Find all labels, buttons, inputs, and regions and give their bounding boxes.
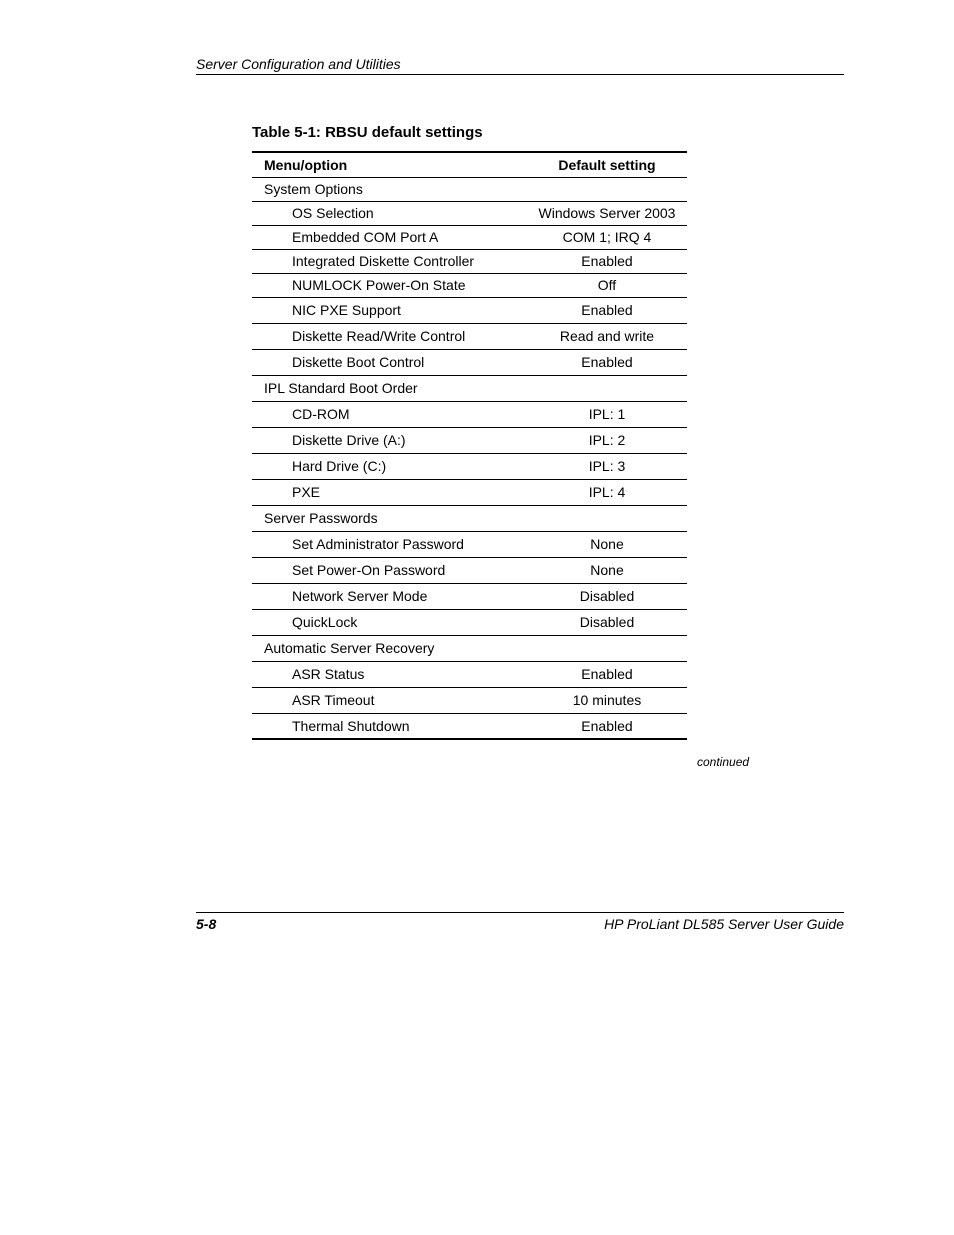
option-label: Thermal Shutdown <box>292 717 410 734</box>
option-label: Diskette Read/Write Control <box>292 328 466 344</box>
setting-value <box>527 177 687 201</box>
setting-value: None <box>590 536 624 552</box>
rbsu-defaults-table <box>252 151 687 740</box>
setting-value: Disabled <box>579 588 635 604</box>
table-row <box>252 661 687 687</box>
option-label: Set Administrator Password <box>292 536 464 552</box>
option-label: NUMLOCK Power-On State <box>292 277 466 293</box>
table-section-row <box>252 177 687 201</box>
table-title: Table 5-1: RBSU default settings <box>252 124 483 141</box>
table-row <box>252 225 687 249</box>
setting-value: IPL: 3 <box>588 458 626 474</box>
option-label: ASR Timeout <box>292 692 375 708</box>
option-label: Network Server Mode <box>292 588 428 604</box>
section-label: System Options <box>264 181 363 197</box>
table-row <box>252 273 687 297</box>
setting-value: Enabled <box>581 253 633 269</box>
option-label: QuickLock <box>292 614 358 630</box>
section-label: Automatic Server Recovery <box>264 640 435 656</box>
setting-value: IPL: 4 <box>588 484 626 500</box>
option-label: Diskette Drive (A:) <box>292 432 406 448</box>
setting-value: None <box>590 562 624 578</box>
table-row <box>252 201 687 225</box>
option-label: OS Selection <box>292 205 374 221</box>
option-label: NIC PXE Support <box>292 302 401 318</box>
setting-value: Read and write <box>559 328 655 344</box>
section-label: IPL Standard Boot Order <box>264 380 418 396</box>
continued-note: continued <box>697 755 750 769</box>
setting-value: COM 1; IRQ 4 <box>562 229 652 245</box>
column-header-setting: Default setting <box>558 156 656 173</box>
column-header-option: Menu/option <box>264 156 348 173</box>
setting-value: Enabled <box>581 717 633 734</box>
setting-value: Enabled <box>581 666 633 682</box>
table-row <box>252 713 687 739</box>
option-label: Diskette Boot Control <box>292 354 425 370</box>
table-row <box>252 687 687 713</box>
option-label: Set Power-On Password <box>292 562 446 578</box>
table-header-row <box>252 152 687 177</box>
table-section-row <box>252 635 687 661</box>
option-label: Embedded COM Port A <box>292 229 439 245</box>
setting-value: Windows Server 2003 <box>538 205 676 221</box>
running-footer <box>196 912 844 932</box>
option-label: PXE <box>292 484 321 500</box>
setting-value: Off <box>597 277 617 293</box>
setting-value: IPL: 1 <box>588 406 626 422</box>
setting-value: Enabled <box>581 302 633 318</box>
table-row <box>252 427 687 453</box>
setting-value: Enabled <box>581 354 633 370</box>
option-label: Integrated Diskette Controller <box>292 253 475 269</box>
table-row <box>252 609 687 635</box>
table-row <box>252 453 687 479</box>
setting-value <box>527 375 687 401</box>
option-label: CD-ROM <box>292 406 350 422</box>
setting-value <box>527 635 687 661</box>
table-row <box>252 349 687 375</box>
running-header: Server Configuration and Utilities <box>196 56 844 75</box>
table-row <box>252 479 687 505</box>
option-label: Hard Drive (C:) <box>292 458 387 474</box>
table-section-row <box>252 505 687 531</box>
table-row <box>252 531 687 557</box>
table-section-row <box>252 375 687 401</box>
setting-value: IPL: 2 <box>588 432 626 448</box>
table-row <box>252 323 687 349</box>
table-row <box>252 297 687 323</box>
setting-value: Disabled <box>579 614 635 630</box>
table-row <box>252 249 687 273</box>
setting-value <box>527 505 687 531</box>
table-row <box>252 401 687 427</box>
table-row <box>252 557 687 583</box>
guide-title: HP ProLiant DL585 Server User Guide <box>604 916 844 932</box>
table-row <box>252 583 687 609</box>
option-label: ASR Status <box>292 666 365 682</box>
setting-value: 10 minutes <box>572 692 642 708</box>
page-number: 5-8 <box>196 916 217 932</box>
section-label: Server Passwords <box>264 510 378 526</box>
